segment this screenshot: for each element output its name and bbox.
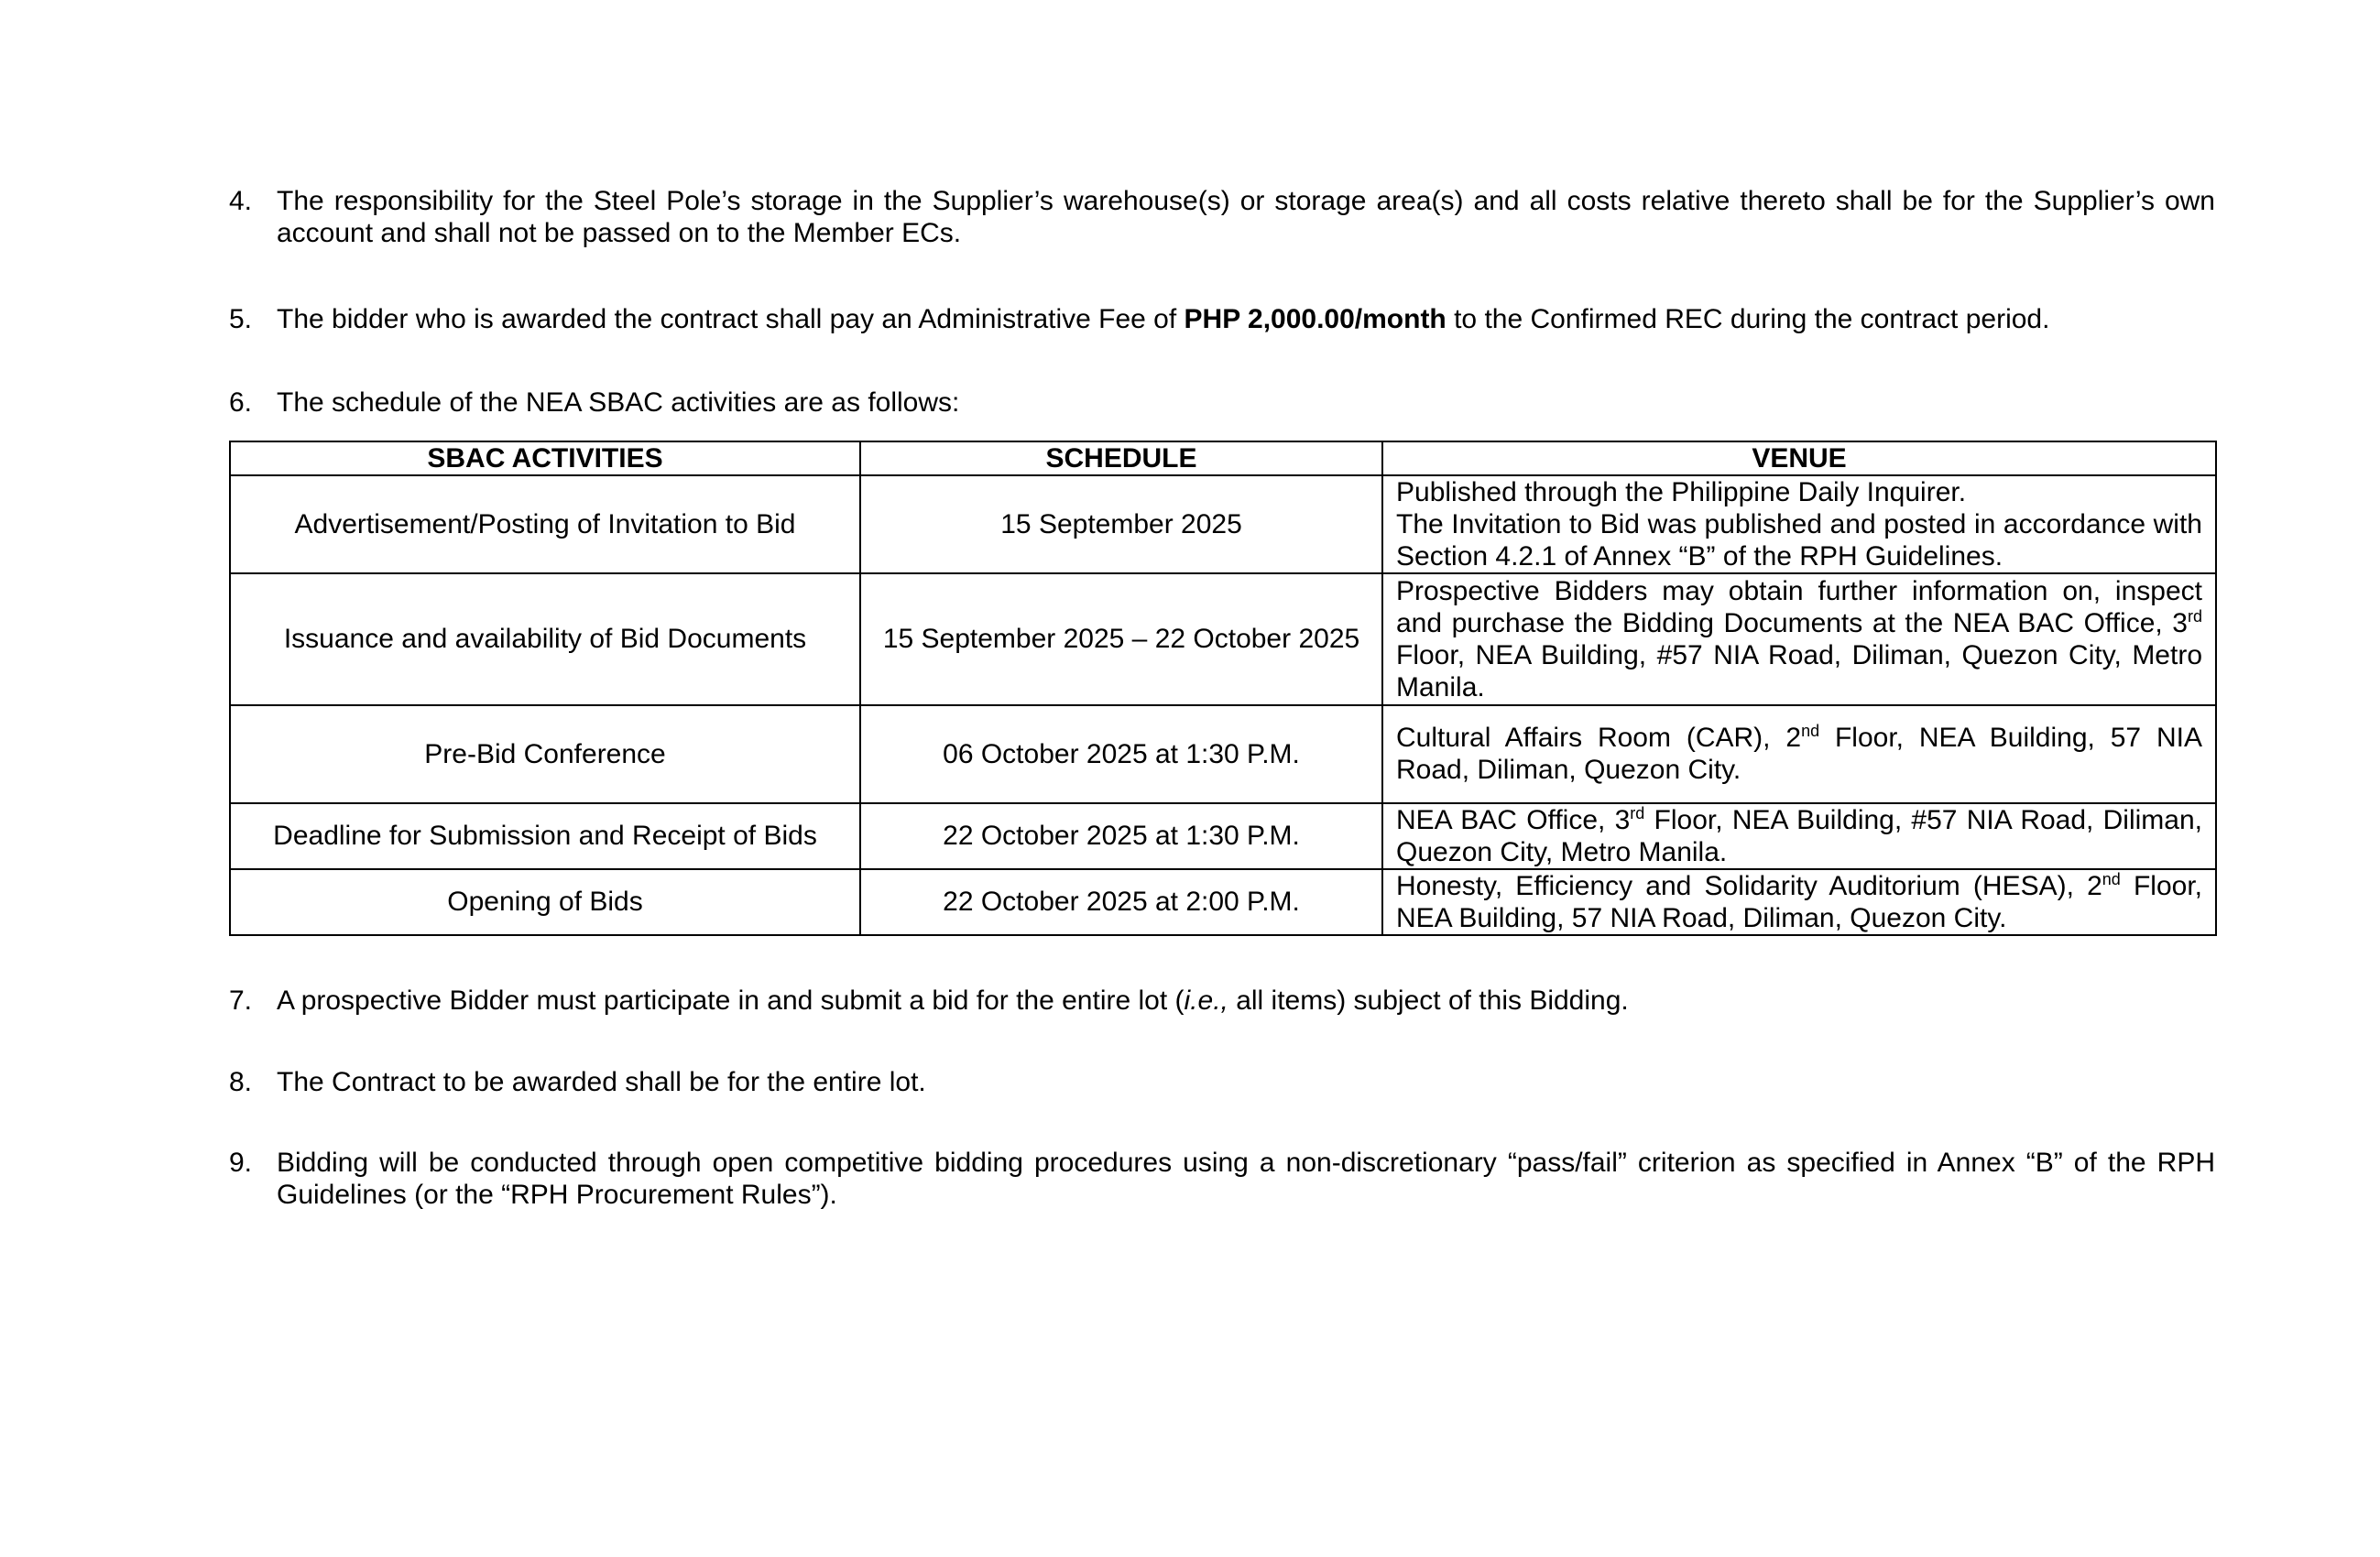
schedule-cell: 15 September 2025 — [860, 475, 1382, 573]
venue-cell — [1382, 475, 2216, 573]
item-text-part: A prospective Bidder must participate in and submit a bid for the entire lot ( — [277, 985, 1185, 1016]
activity-cell: Pre-Bid Conference — [230, 705, 860, 803]
item-text-part: to the Confirmed REC during the contract period. — [1446, 304, 2050, 334]
item-text — [277, 985, 2215, 1017]
venue-text: NEA BAC Office, 3 — [1396, 804, 1631, 835]
list-item-4 — [229, 185, 2215, 249]
item-text — [277, 303, 2215, 335]
venue-text: Honesty, Efficiency and Solidarity Auditorium (HESA), 2 — [1396, 870, 2102, 901]
ordinal-suffix: rd — [2187, 606, 2202, 626]
schedule-cell: 22 October 2025 at 2:00 P.M. — [860, 869, 1382, 935]
venue-text: Floor, NEA Building, #57 NIA Road, Diliman, Quezon City, Metro Manila. — [1396, 804, 2202, 867]
venue-text: Published through the Philippine Daily Inquirer. — [1396, 477, 1967, 508]
venue-cell — [1382, 869, 2216, 935]
item-number: 7. — [229, 985, 253, 1016]
venue-text: The Invitation to Bid was published and posted in accordance with Section 4.2.1 of Annex “B” of the RPH Guidelines. — [1396, 509, 2202, 572]
ordinal-suffix: nd — [2102, 869, 2121, 888]
venue-cell — [1382, 705, 2216, 803]
activity-cell: Opening of Bids — [230, 869, 860, 935]
venue-text: Floor, NEA Building, 57 NIA Road, Diliman, Quezon City. — [1396, 723, 2202, 786]
header-schedule: SCHEDULE — [860, 441, 1382, 475]
venue-text: Prospective Bidders may obtain further information on, inspect and purchase the Bidding Documents at the NEA BAC Office, 3 — [1396, 575, 2202, 638]
item-number: 5. — [229, 304, 253, 334]
table-row — [230, 869, 2216, 935]
item-number: 8. — [229, 1067, 253, 1097]
venue-text: Floor, NEA Building, 57 NIA Road, Diliman, Quezon City. — [1396, 870, 2202, 933]
item-text-part: all items) subject of this Bidding. — [1228, 985, 1629, 1016]
list-item-6 — [229, 387, 2215, 419]
venue-cell — [1382, 573, 2216, 704]
item-text: The schedule of the NEA SBAC activities are as follows: — [277, 387, 960, 418]
item-text-italic: i.e., — [1184, 985, 1228, 1016]
item-number: 9. — [229, 1148, 253, 1178]
table-row — [230, 475, 2216, 573]
activity-cell: Deadline for Submission and Receipt of Bids — [230, 803, 860, 869]
venue-text: Cultural Affairs Room (CAR), 2 — [1396, 723, 1802, 754]
venue-text: Floor, NEA Building, #57 NIA Road, Diliman, Quezon City, Metro Manila. — [1396, 639, 2202, 702]
admin-fee-amount: PHP 2,000.00/month — [1184, 304, 1447, 334]
table-header-row — [230, 441, 2216, 475]
header-activities: SBAC ACTIVITIES — [230, 441, 860, 475]
header-venue: VENUE — [1382, 441, 2216, 475]
item-text-part: The bidder who is awarded the contract shall pay an Administrative Fee of — [277, 304, 1185, 334]
activity-cell: Issuance and availability of Bid Documents — [230, 573, 860, 704]
activity-cell: Advertisement/Posting of Invitation to Bid — [230, 475, 860, 573]
venue-cell — [1382, 803, 2216, 869]
item-text: The Contract to be awarded shall be for the entire lot. — [277, 1067, 926, 1097]
table-row — [230, 705, 2216, 803]
table-row — [230, 803, 2216, 869]
item-number: 4. — [229, 186, 253, 216]
schedule-cell: 22 October 2025 at 1:30 P.M. — [860, 803, 1382, 869]
item-text: The responsibility for the Steel Pole’s storage in the Supplier’s warehouse(s) or storage area(s) and all costs relative thereto shall be for the Supplier’s own account and shall not be passed on to the Member ECs. — [277, 186, 2215, 248]
ordinal-suffix: rd — [1630, 803, 1645, 822]
list-item-9 — [229, 1147, 2215, 1211]
list-item-7 — [229, 985, 2215, 1017]
ordinal-suffix: nd — [1801, 722, 1820, 741]
item-number: 6. — [229, 387, 253, 418]
list-item-8 — [229, 1066, 2215, 1098]
sbac-schedule-table — [229, 441, 2217, 936]
item-text: Bidding will be conducted through open competitive bidding procedures using a non-discretionary “pass/fail” criterion as specified in Annex “B” of the RPH Guidelines (or the “RPH Procurement Rules”). — [277, 1148, 2215, 1210]
list-item-5 — [229, 303, 2215, 335]
table-row — [230, 573, 2216, 704]
schedule-cell: 15 September 2025 – 22 October 2025 — [860, 573, 1382, 704]
schedule-cell: 06 October 2025 at 1:30 P.M. — [860, 705, 1382, 803]
